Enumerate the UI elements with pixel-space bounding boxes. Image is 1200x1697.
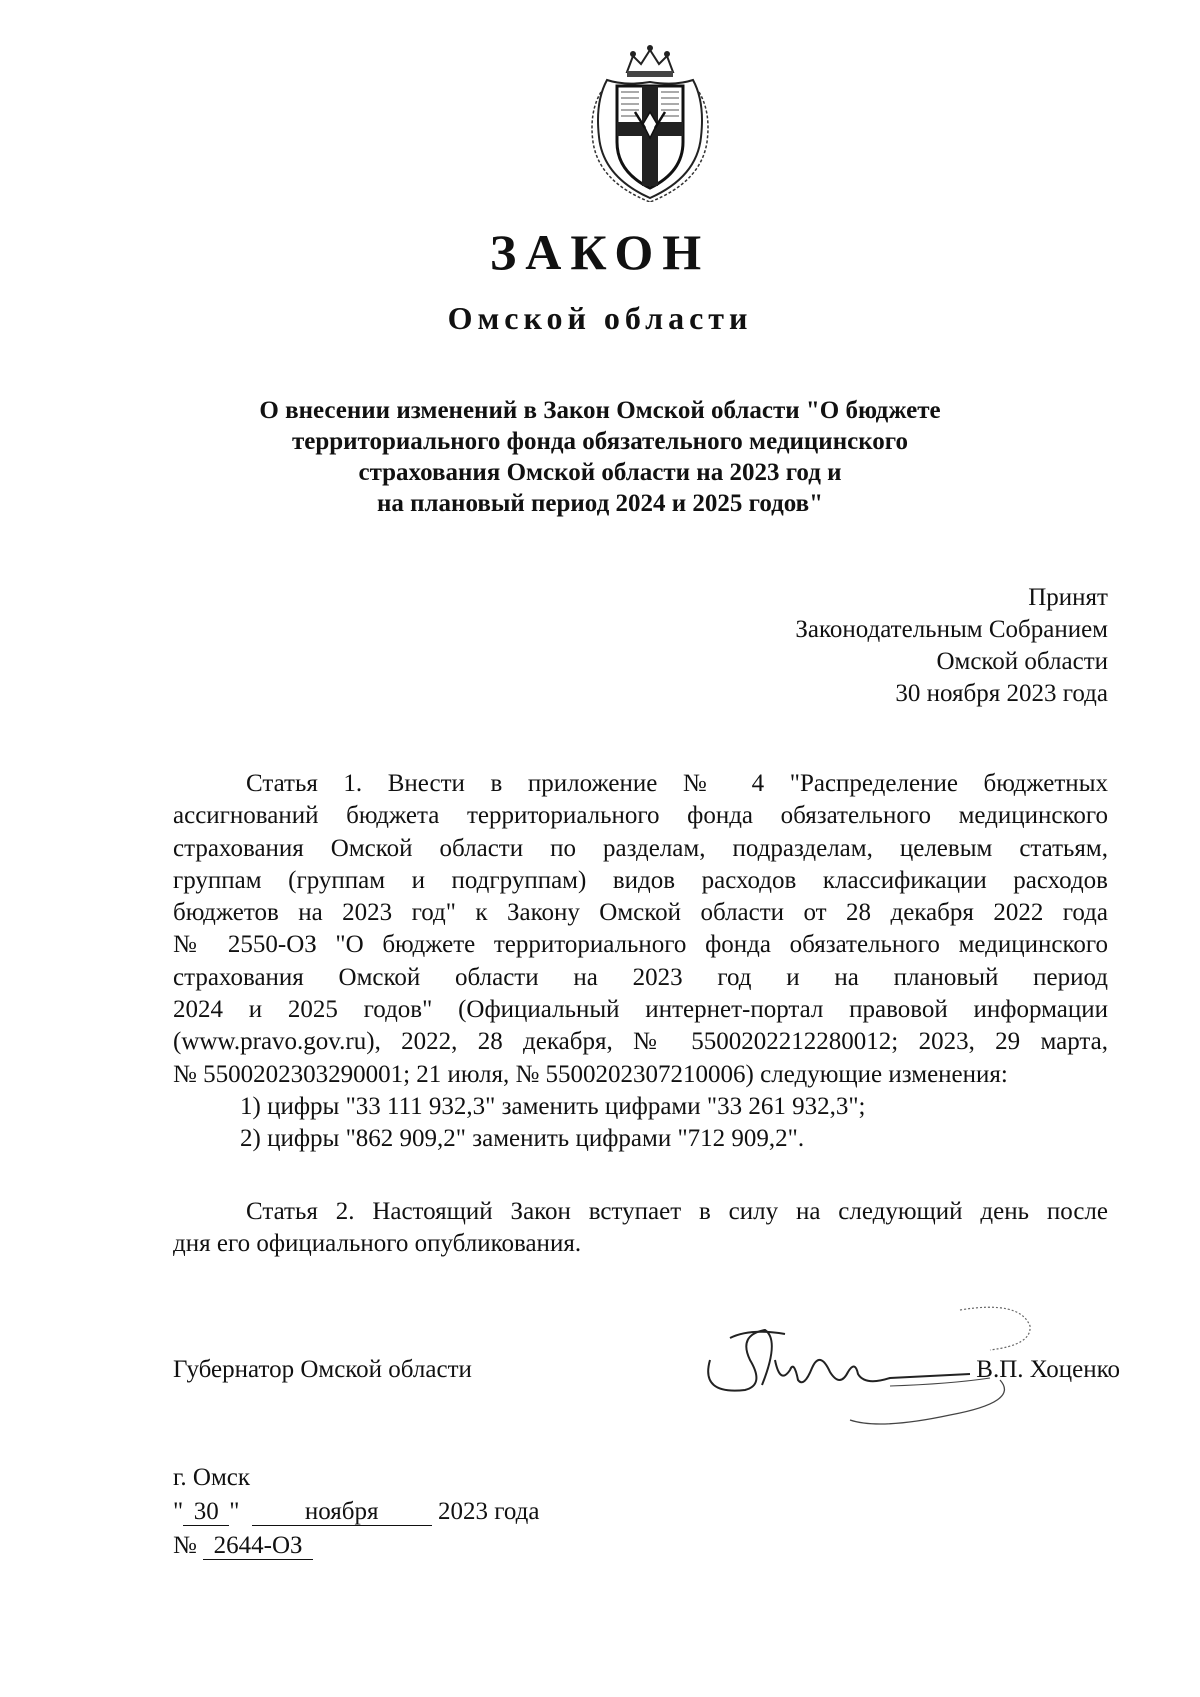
signing-day: 30 [183,1499,229,1526]
adoption-line: Принят [1028,584,1108,611]
law-number-line [173,1530,313,1562]
law-name-line: страхования Омской области на 2023 год и [358,459,842,486]
article-1-item: 1) цифры "33 111 932,3" заменить цифрами "33 261 932,3"; [240,1092,866,1120]
article-2-line: дня его официального опубликования. [173,1230,582,1257]
number-prefix: № [173,1532,197,1559]
signing-date [173,1496,539,1528]
document-subtitle: Омской области [447,300,753,336]
adoption-line: Законодательным Собранием [795,616,1108,643]
adoption-block [795,582,1108,710]
article-2-line: Статья 2. Настоящий Закон вступает в силу на следующий день после [246,1198,1108,1225]
article-1-line: бюджетов на 2023 год" к Закону Омской области от 28 декабря 2022 года [173,899,1108,927]
signing-place: г. Омск [173,1464,251,1491]
quote-mark: " [229,1498,240,1525]
law-name [150,395,1050,519]
adoption-date: 30 ноября 2023 года [895,680,1108,707]
law-number: 2644-ОЗ [203,1533,313,1560]
article-2 [173,1196,1108,1260]
article-1-line: (www.pravo.gov.ru), 2022, 28 декабря, № 5500202212280012; 2023, 29 марта, [173,1028,1108,1056]
quote-mark: " [173,1498,184,1525]
document-title: ЗАКОН [489,224,711,280]
article-1 [173,768,1108,1156]
article-1-line: группам (группам и подгруппам) видов расходов классификации расходов [173,866,1108,894]
article-1-line: страхования Омской области на 2023 год и на плановый период [173,963,1108,991]
article-1-line: Статья 1. Внести в приложение № 4 "Распределение бюджетных [246,770,1108,797]
article-1-line: 2024 и 2025 годов" (Официальный интернет-портал правовой информации [173,996,1108,1024]
coat-of-arms-emblem [585,42,715,202]
governor-position: Губернатор Омской области [173,1356,472,1383]
law-name-line: территориального фонда обязательного медицинского [291,428,909,455]
adoption-line: Омской области [936,648,1108,675]
signing-month: ноября [252,1499,432,1526]
law-name-line: О внесении изменений в Закон Омской области "О бюджете [259,397,941,424]
article-1-line: ассигнований бюджета территориального фонда обязательного медицинского [173,802,1108,830]
signing-year: 2023 года [437,1498,540,1525]
article-1-line: страхования Омской области по разделам, подразделам, целевым статьям, [173,834,1108,862]
article-1-line: № 2550-ОЗ "О бюджете территориального фонда обязательного медицинского [173,931,1108,959]
governor-name: В.П. Хоценко [976,1356,1120,1383]
article-1-line: № 5500202303290001; 21 июля, № 5500202307210006) следующие изменения: [173,1060,1008,1088]
article-1-item: 2) цифры "862 909,2" заменить цифрами "712 909,2". [240,1125,805,1153]
law-name-line: на плановый период 2024 и 2025 годов" [376,490,824,517]
